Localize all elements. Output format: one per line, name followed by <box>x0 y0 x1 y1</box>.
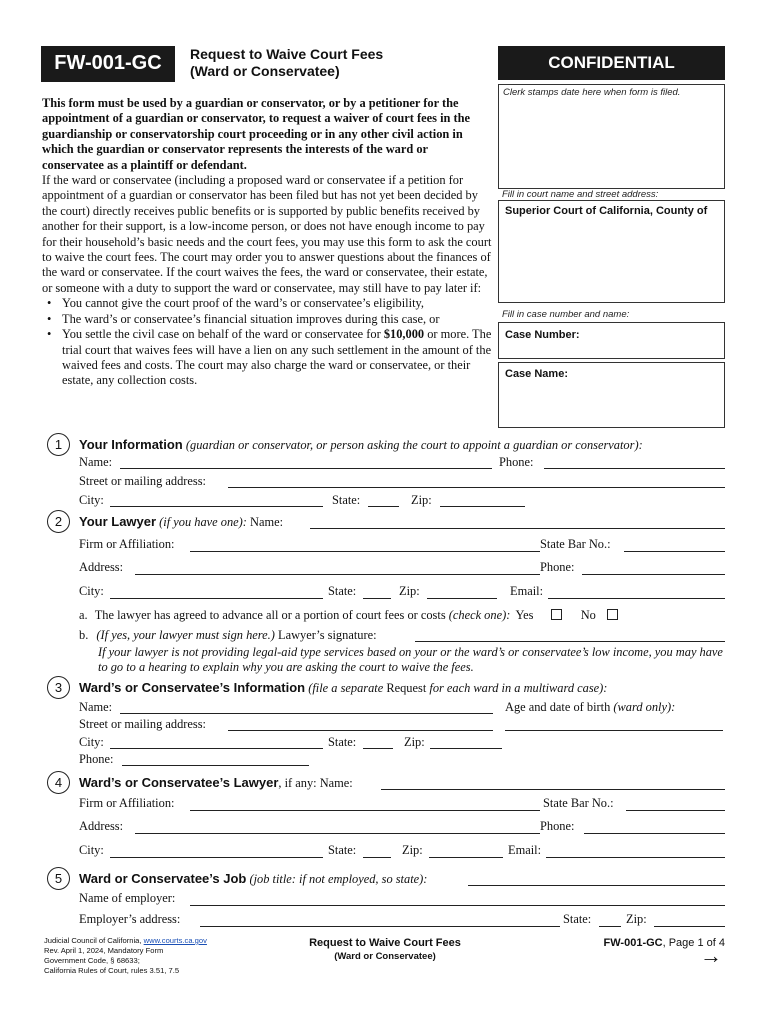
footer-line-4: California Rules of Court, rules 3.51, 7.5 <box>44 966 180 975</box>
section-1-note: (guardian or conservator, or person asking the court to appoint a guardian or conservator): <box>185 438 643 452</box>
footer-council: Judicial Council of California, <box>44 936 142 945</box>
s3-zip-input[interactable] <box>430 748 502 749</box>
s5-state-input[interactable] <box>599 926 621 927</box>
s1-street-input[interactable] <box>228 487 725 488</box>
footer-title-line2: (Ward or Conservatee) <box>334 951 436 962</box>
case-number-label: Case Number: <box>505 329 580 341</box>
s4-firm-input[interactable] <box>190 810 540 811</box>
s2-firm-input[interactable] <box>190 551 540 552</box>
s1-state-input[interactable] <box>368 506 399 507</box>
s2-address-label: Address: <box>79 560 124 574</box>
s2-item-a <box>79 608 729 623</box>
clerk-stamp-label: Clerk stamps date here when form is filed. <box>503 87 681 98</box>
s2-no-label: No <box>580 608 596 622</box>
section-4-note: , if any: Name: <box>278 776 353 790</box>
s2-b-note: (If yes, your lawyer must sign here.) <box>96 628 275 642</box>
intro-bullet-1: • You cannot give the court proof of the ward’s or conservatee’s eligibility, <box>42 296 492 311</box>
s5-address-label: Employer’s address: <box>79 912 181 926</box>
s2-state-label: State: <box>328 584 357 598</box>
s4-name-input[interactable] <box>381 789 725 790</box>
section-5-note: (job title: if not employed, so state): <box>249 872 428 886</box>
section-1-heading <box>79 437 729 453</box>
s1-city-label: City: <box>79 493 104 507</box>
section-1-title: Your Information <box>79 437 183 452</box>
court-name-label: Fill in court name and street address: <box>502 189 659 200</box>
form-title <box>190 46 383 80</box>
s4-address-input[interactable] <box>135 833 540 834</box>
s2-bar-label: State Bar No.: <box>540 537 611 551</box>
case-name-label: Case Name: <box>505 368 568 380</box>
court-name-text: Superior Court of California, County of <box>505 205 708 217</box>
intro-bullet-2: • The ward’s or conservatee’s financial situation improves during this case, or <box>42 312 492 327</box>
footer-citations <box>44 936 207 976</box>
section-3-title: Ward’s or Conservatee’s Information <box>79 680 306 695</box>
s3-state-label: State: <box>328 735 357 749</box>
s1-city-input[interactable] <box>110 506 323 507</box>
s3-age-note: (ward only): <box>613 700 676 714</box>
case-number-box[interactable] <box>498 322 725 359</box>
s4-phone-input[interactable] <box>584 833 725 834</box>
case-name-box[interactable] <box>498 362 725 428</box>
s1-phone-input[interactable] <box>544 468 725 469</box>
s2-b-text: Lawyer’s signature: <box>278 628 377 642</box>
section-2-number: 2 <box>47 510 70 533</box>
s1-phone-label: Phone: <box>499 455 534 469</box>
s4-state-input[interactable] <box>363 857 391 858</box>
s3-phone-label: Phone: <box>79 752 114 766</box>
s3-street-label: Street or mailing address: <box>79 717 206 731</box>
s5-employer-input[interactable] <box>190 905 725 906</box>
s2-address-input[interactable] <box>135 574 540 575</box>
s5-address-input[interactable] <box>200 926 560 927</box>
s4-email-input[interactable] <box>546 857 725 858</box>
s2-yes-label: Yes <box>515 608 534 622</box>
footer-line-2: Rev. April 1, 2024, Mandatory Form <box>44 946 164 955</box>
section-3-number: 3 <box>47 676 70 699</box>
s1-zip-label: Zip: <box>411 493 432 507</box>
s2-firm-label: Firm or Affiliation: <box>79 537 175 551</box>
s3-city-label: City: <box>79 735 104 749</box>
form-title-line1: Request to Waive Court Fees <box>190 46 384 62</box>
next-page-arrow-icon[interactable]: → <box>700 943 722 968</box>
s4-zip-label: Zip: <box>402 843 423 857</box>
s1-name-input[interactable] <box>120 468 492 469</box>
s1-street-label: Street or mailing address: <box>79 474 206 488</box>
s2-state-input[interactable] <box>363 598 391 599</box>
s2-bar-input[interactable] <box>624 551 725 552</box>
s4-bar-label: State Bar No.: <box>543 796 614 810</box>
s2-zip-input[interactable] <box>427 598 497 599</box>
s2-a-letter: a. <box>79 608 88 622</box>
bullet3-text-a: You settle the civil case on behalf of the ward or conservatee for <box>62 327 384 342</box>
s4-email-label: Email: <box>508 843 542 857</box>
s2-warning-text: If your lawyer is not providing legal-aid type services based on your or the ward’s or conservatee’s low income, you may have to go to a hearing to explain why you are asking the court to waive the fees. <box>98 645 723 675</box>
s2-name-input[interactable] <box>310 528 725 529</box>
s1-state-label: State: <box>332 493 361 507</box>
section-4-title: Ward’s or Conservatee’s Lawyer <box>79 775 279 790</box>
section-3-note-a: (file a separate <box>308 681 384 695</box>
courts-website-link[interactable]: www.courts.ca.gov <box>143 936 207 945</box>
intro-bold-paragraph: This form must be used by a guardian or conservator, or by a petitioner for the appointment of a guardian or conservator, to request a waiver of court fees in the guardianship or conservatorship court proceeding or in any other civil action in which the guardian or conservator represents the interests of the ward or conservatee as a plaintiff or defendant. <box>42 96 471 172</box>
section-3-heading <box>79 680 729 696</box>
section-5-number: 5 <box>47 867 70 890</box>
intro-paragraph: If the ward or conservatee (including a proposed ward or conservatee if a petition for appointment of a guardian or conservator has been filed but has not yet been decided by the court) directly receives public benefits or is supported by public benefits received by another for their support, is a low-income person, or does not have enough income to pay for their household’s basic needs and the court fees, you may use this form to ask the court to waive the court fees. The court may order you to answer questions about the finances of the ward or conservatee. If the court waives the fees, the ward or conservatee, their estate, or someone with a duty to support the ward or conservatee, may still have to pay later if: <box>42 173 492 295</box>
intro-block <box>42 96 492 389</box>
s1-zip-input[interactable] <box>440 506 525 507</box>
s3-age-label <box>505 700 675 715</box>
s2-phone-input[interactable] <box>582 574 725 575</box>
section-3-note-b: Request <box>386 681 427 695</box>
s3-name-label: Name: <box>79 700 113 714</box>
intro-bullet-3 <box>42 327 492 389</box>
court-name-box[interactable] <box>498 200 725 303</box>
s2-zip-label: Zip: <box>399 584 420 598</box>
s5-job-title-input[interactable] <box>468 885 725 886</box>
section-2-title: Your Lawyer <box>79 514 157 529</box>
s4-city-input[interactable] <box>110 857 323 858</box>
section-2-heading <box>79 514 283 530</box>
bullet3-text-b: or more. The trial court that waives fees will have a lien on any such settlement in the amount of the waived fees and costs. The court may also charge the ward or conservatee, or their estate, any collection costs. <box>62 327 492 388</box>
s3-zip-label: Zip: <box>404 735 425 749</box>
section-1-number: 1 <box>47 433 70 456</box>
settlement-amount: $10,000 <box>383 327 425 342</box>
s5-state-label: State: <box>563 912 592 926</box>
footer-form-id: FW-001-GC <box>603 937 663 949</box>
section-3-note-c: for each ward in a multiward case): <box>429 681 608 695</box>
case-info-label: Fill in case number and name: <box>502 309 630 320</box>
s2-name-label: Name: <box>250 515 284 529</box>
footer-line-3: Government Code, § 68633; <box>44 956 140 965</box>
s3-phone-input[interactable] <box>122 765 309 766</box>
section-4-heading <box>79 775 353 791</box>
s2-email-input[interactable] <box>548 598 725 599</box>
s2-no-checkbox[interactable] <box>607 609 618 620</box>
s3-state-input[interactable] <box>363 748 393 749</box>
s4-firm-label: Firm or Affiliation: <box>79 796 175 810</box>
s2-b-letter: b. <box>79 628 89 642</box>
s2-city-input[interactable] <box>110 598 323 599</box>
s2-phone-label: Phone: <box>540 560 575 574</box>
footer-page-number: , Page 1 of 4 <box>662 937 725 949</box>
s4-state-label: State: <box>328 843 357 857</box>
section-5-heading <box>79 871 427 887</box>
s4-city-label: City: <box>79 843 104 857</box>
s3-age-text: Age and date of birth <box>505 700 611 714</box>
s2-email-label: Email: <box>510 584 544 598</box>
s2-city-label: City: <box>79 584 104 598</box>
s3-age-input[interactable] <box>505 730 723 731</box>
s2-a-note: (check one): <box>448 608 511 622</box>
s5-zip-input[interactable] <box>654 926 725 927</box>
s2-yes-checkbox[interactable] <box>551 609 562 620</box>
s2-item-b <box>79 628 377 643</box>
s2-lawyer-signature-input[interactable] <box>415 641 725 642</box>
section-4-number: 4 <box>47 771 70 794</box>
s1-name-label: Name: <box>79 455 113 469</box>
form-title-line2: (Ward or Conservatee) <box>190 63 340 79</box>
s3-street-input[interactable] <box>228 730 493 731</box>
s3-city-input[interactable] <box>110 748 323 749</box>
footer-line-1 <box>44 936 207 946</box>
s4-phone-label: Phone: <box>540 819 575 833</box>
s5-zip-label: Zip: <box>626 912 647 926</box>
intro-bullet-list <box>42 296 492 388</box>
s4-address-label: Address: <box>79 819 124 833</box>
s5-employer-label: Name of employer: <box>79 891 176 905</box>
section-5-title: Ward or Conservatee’s Job <box>79 871 247 886</box>
form-id-badge: FW-001-GC <box>41 46 175 82</box>
s4-bar-input[interactable] <box>626 810 725 811</box>
s3-name-input[interactable] <box>120 713 493 714</box>
s2-a-text: The lawyer has agreed to advance all or a portion of court fees or costs <box>94 608 446 622</box>
footer-title <box>280 936 490 964</box>
section-2-note: (if you have one): <box>159 515 247 529</box>
footer-title-line1: Request to Waive Court Fees <box>309 937 461 949</box>
clerk-stamp-box[interactable] <box>498 84 725 189</box>
confidential-banner: CONFIDENTIAL <box>498 46 725 80</box>
s4-zip-input[interactable] <box>429 857 503 858</box>
